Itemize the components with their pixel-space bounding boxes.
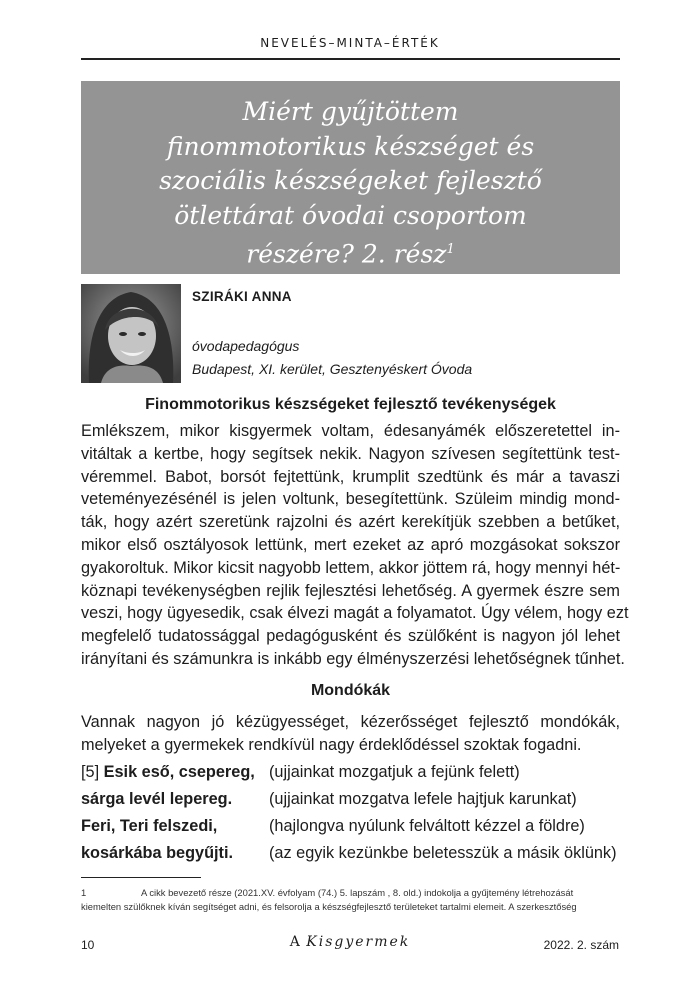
- author-photo: [81, 284, 181, 383]
- text-line: vitáltak a kertbe, hogy segítsek nekik. Nagyon szívesen segítettünk test-: [81, 444, 620, 463]
- text-line: Emlékszem, mikor kisgyermek voltam, édesanyámék előszeretettel in-: [81, 422, 620, 440]
- footnote: [81, 886, 620, 914]
- text-line: melyeket a gyermekek rendkívül nagy érdeklődéssel szoktak fogadni.: [81, 735, 582, 754]
- rhyme-action: (ujjainkat mozgatjuk a fejünk felett): [269, 763, 520, 781]
- title-line-last: [99, 233, 602, 272]
- page-number: 10: [81, 938, 95, 952]
- footnote-rule: [81, 877, 201, 878]
- footnote-number: 1: [81, 887, 87, 898]
- rhyme-verse: kosárkába begyűjti.: [81, 844, 234, 862]
- rhyme-verse: sárga levél lepereg.: [81, 790, 233, 808]
- paragraph-rhymes: [81, 711, 620, 757]
- section-heading-fine-motor: Finommotorikus készségeket fejlesztő tevékenységek: [145, 396, 556, 413]
- footnote-line: [81, 886, 620, 900]
- text-line: megfelelő tudatossággal pedagógusként és szülőként is nagyon jól lehet: [81, 627, 620, 646]
- journal-prefix: A: [289, 934, 301, 950]
- text-line: mikor első osztályosok lettünk, mert ezeket az apró mozgásokat sokszor: [81, 535, 620, 554]
- reference-number: [5]: [81, 763, 104, 781]
- rhyme-verse: [81, 763, 255, 782]
- title-line: Miért gyűjtöttem: [242, 97, 459, 126]
- author-place: Budapest, XI. kerület, Gesztenyéskert Óvoda: [192, 361, 473, 377]
- rhyme-verse: Feri, Teri felszedi,: [81, 817, 218, 835]
- title-line-text: részére? 2. rész: [246, 239, 447, 269]
- title-box: [81, 81, 620, 274]
- title-footnote-marker: 1: [446, 242, 455, 257]
- rhyme-action: (ujjainkat mozgatva lefele hajtjuk karunkat): [269, 790, 577, 808]
- text-line: köznapi tevékenységben rejlik fejlesztési lehetőség. A gyermek észre sem: [81, 581, 620, 600]
- text-line: irányítani és számunkra is inkább egy élményszerzési lehetőségnek tűnhet.: [81, 649, 625, 668]
- text-line: véremmel. Babot, borsót fejtettünk, krumplit szedtünk és már a tavaszi: [81, 467, 620, 486]
- footnote-text: A cikk bevezető része (2021.XV. évfolyam (74.) 5. lapszám , 8. old.) indokolja a gyűjtemény létrehozását: [141, 887, 574, 898]
- paragraph-fine-motor: [81, 420, 629, 671]
- text-line: gyakoroltuk. Mikor kicsit nagyobb lettem, akkor jöttem rá, hogy mennyi hét-: [81, 558, 621, 577]
- text-line: Vannak nagyon jó kézügyességet, kézerősséget fejlesztő mondókák,: [81, 713, 620, 731]
- author-portrait-image: [81, 284, 181, 383]
- author-name: SZIRÁKI ANNA: [192, 289, 292, 304]
- verse-text: Esik eső, csepereg,: [103, 763, 255, 781]
- author-role: óvodapedagógus: [192, 338, 300, 354]
- title-line: szociális készségeket fejlesztő: [159, 166, 542, 195]
- running-head: NEVELÉS–MINTA–ÉRTÉK: [260, 36, 440, 50]
- header-rule: [81, 58, 620, 60]
- rhyme-action: (az egyik kezünkbe beletesszük a másik öklünk): [269, 844, 617, 862]
- text-line: ták, hogy azért szeretünk rajzolni és azért kerekítjük szebben a betűket,: [81, 513, 620, 532]
- title-line: ötlettárat óvodai csoportom: [174, 200, 527, 230]
- journal-title: Kisgyermek: [306, 934, 411, 950]
- footnote-line: kiemelten szülőknek kíván segítséget adni, és felsorolja a készségfejlesztő területeket tartalmi elemeit. A szerkesztőség: [81, 901, 577, 912]
- issue-label: 2022. 2. szám: [543, 938, 619, 952]
- text-line: veszi, hogy ügyesedik, csak élvezi magát a folyamatot. Úgy vélem, hogy ezt: [81, 604, 629, 623]
- section-heading-rhymes: Mondókák: [310, 682, 391, 699]
- text-line: veteményezésénél is jelen voltunk, besegítettünk. Szüleim mindig mond-: [81, 490, 620, 509]
- title-line: finommotorikus készséget és: [166, 131, 535, 161]
- rhyme-action: (hajlongva nyúlunk felváltott kézzel a földre): [269, 817, 585, 835]
